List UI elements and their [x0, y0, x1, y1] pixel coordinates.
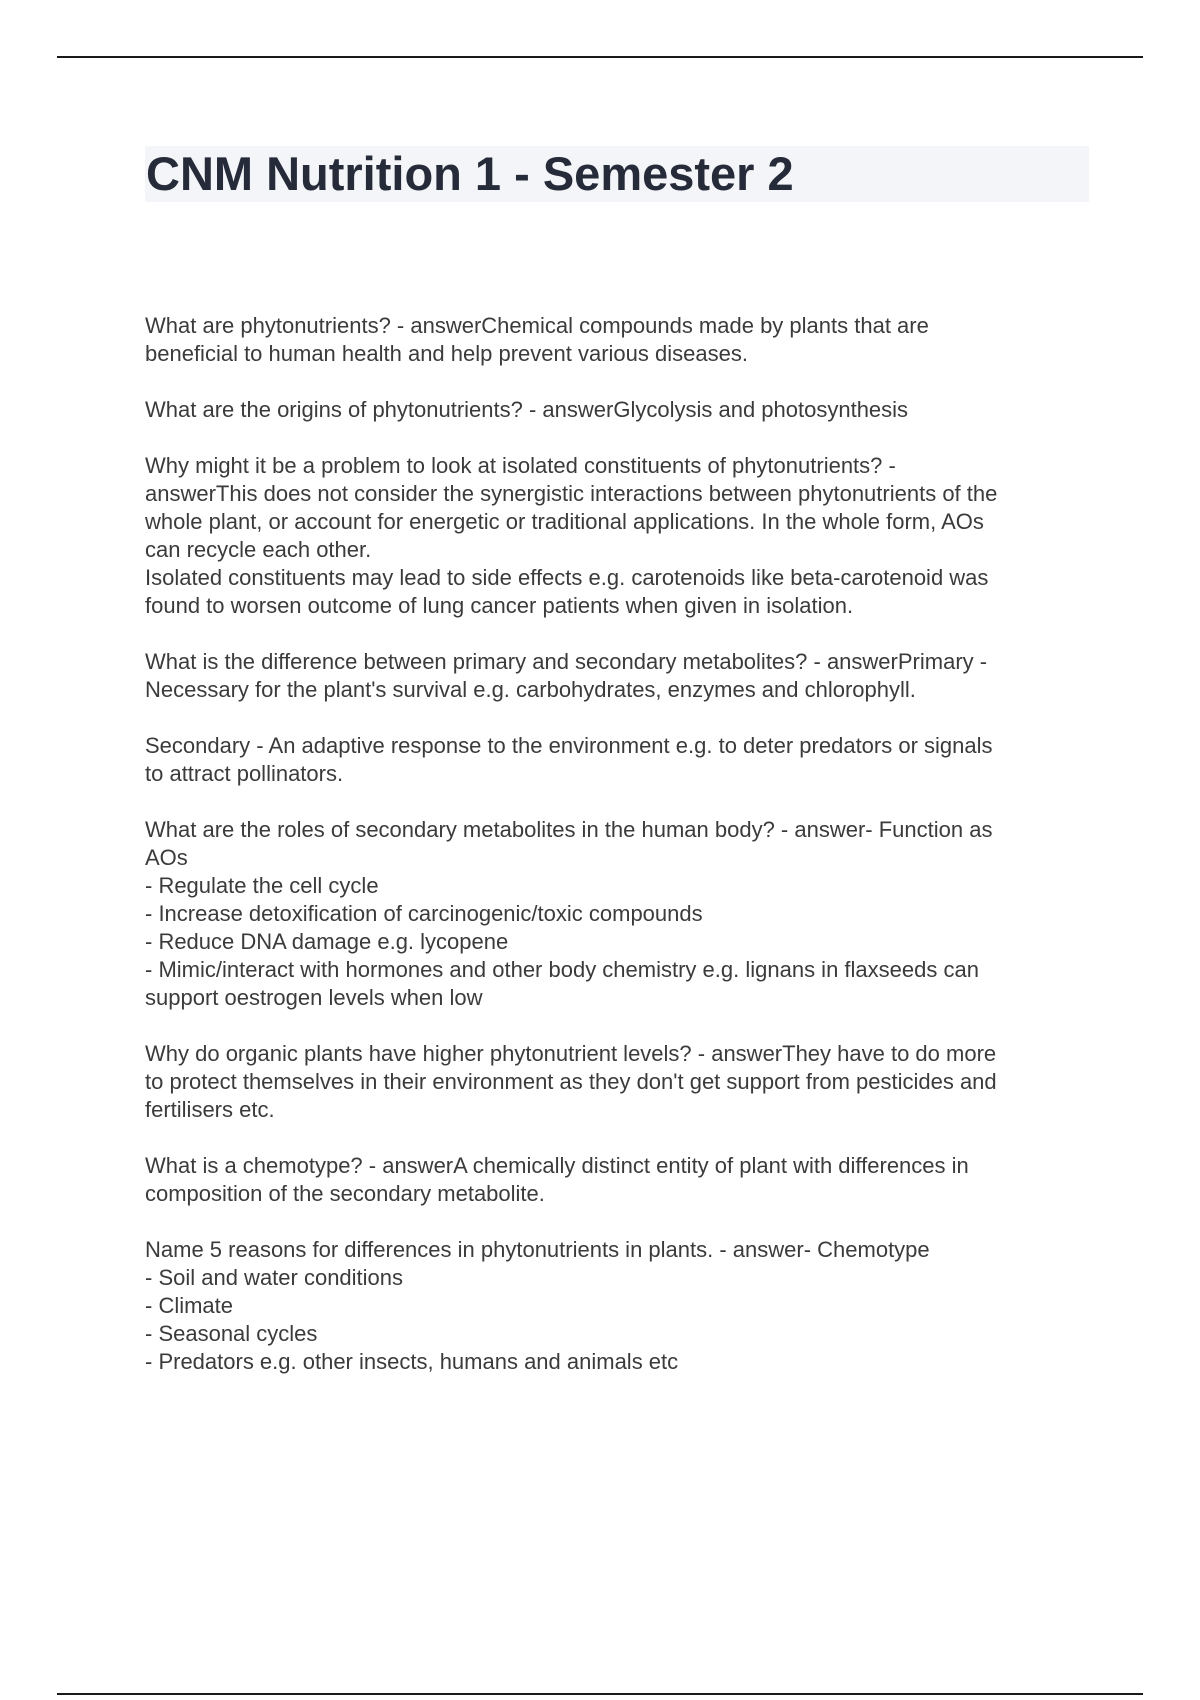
qa-paragraph	[145, 396, 1085, 424]
text-line: - Seasonal cycles	[145, 1321, 318, 1346]
text-line: found to worsen outcome of lung cancer patients when given in isolation.	[145, 593, 854, 618]
qa-paragraph	[145, 1236, 1085, 1376]
qa-paragraph	[145, 1152, 1085, 1208]
text-line: - Increase detoxification of carcinogenic/toxic compounds	[145, 901, 703, 926]
text-line: composition of the secondary metabolite.	[145, 1181, 545, 1206]
text-line: - Reduce DNA damage e.g. lycopene	[145, 929, 509, 954]
text-line: - Mimic/interact with hormones and other body chemistry e.g. lignans in flaxseeds can	[145, 957, 979, 982]
qa-paragraph	[145, 732, 1085, 788]
text-line: What is the difference between primary and secondary metabolites? - answerPrimary -	[145, 649, 988, 674]
text-line: whole plant, or account for energetic or traditional applications. In the whole form, AOs	[145, 509, 984, 534]
text-line: Name 5 reasons for differences in phytonutrients in plants. - answer- Chemotype	[145, 1237, 930, 1262]
qa-paragraph	[145, 312, 1085, 368]
text-line: Necessary for the plant's survival e.g. carbohydrates, enzymes and chlorophyll.	[145, 677, 916, 702]
text-line: fertilisers etc.	[145, 1097, 275, 1122]
qa-paragraph	[145, 452, 1085, 620]
text-line: What are the origins of phytonutrients? - answerGlycolysis and photosynthesis	[145, 397, 909, 422]
qa-paragraph	[145, 1040, 1085, 1124]
text-line: beneficial to human health and help prevent various diseases.	[145, 341, 748, 366]
text-line: answerThis does not consider the synergistic interactions between phytonutrients of the	[145, 481, 998, 506]
text-line: - Soil and water conditions	[145, 1265, 404, 1290]
text-line: What is a chemotype? - answerA chemically distinct entity of plant with differences in	[145, 1153, 969, 1178]
text-line: What are phytonutrients? - answerChemical compounds made by plants that are	[145, 313, 929, 338]
qa-paragraph	[145, 816, 1085, 1012]
qa-paragraph	[145, 648, 1085, 704]
text-line: - Climate	[145, 1293, 234, 1318]
top-rule	[57, 56, 1143, 58]
text-line: - Predators e.g. other insects, humans and animals etc	[145, 1349, 679, 1374]
bottom-rule	[57, 1693, 1143, 1695]
text-line: Isolated constituents may lead to side effects e.g. carotenoids like beta-carotenoid was	[145, 565, 989, 590]
text-line: Why might it be a problem to look at isolated constituents of phytonutrients? -	[145, 453, 896, 478]
text-line: can recycle each other.	[145, 537, 372, 562]
text-line: What are the roles of secondary metabolites in the human body? - answer- Function as	[145, 817, 993, 842]
document-body	[145, 312, 1085, 1404]
text-line: Secondary - An adaptive response to the environment e.g. to deter predators or signals	[145, 733, 993, 758]
text-line: to attract pollinators.	[145, 761, 344, 786]
text-line: support oestrogen levels when low	[145, 985, 483, 1010]
text-line: to protect themselves in their environment as they don't get support from pesticides and	[145, 1069, 997, 1094]
text-line: AOs	[145, 845, 188, 870]
document-title: CNM Nutrition 1 - Semester 2	[146, 147, 794, 200]
text-line: Why do organic plants have higher phytonutrient levels? - answerThey have to do more	[145, 1041, 997, 1066]
text-line: - Regulate the cell cycle	[145, 873, 379, 898]
